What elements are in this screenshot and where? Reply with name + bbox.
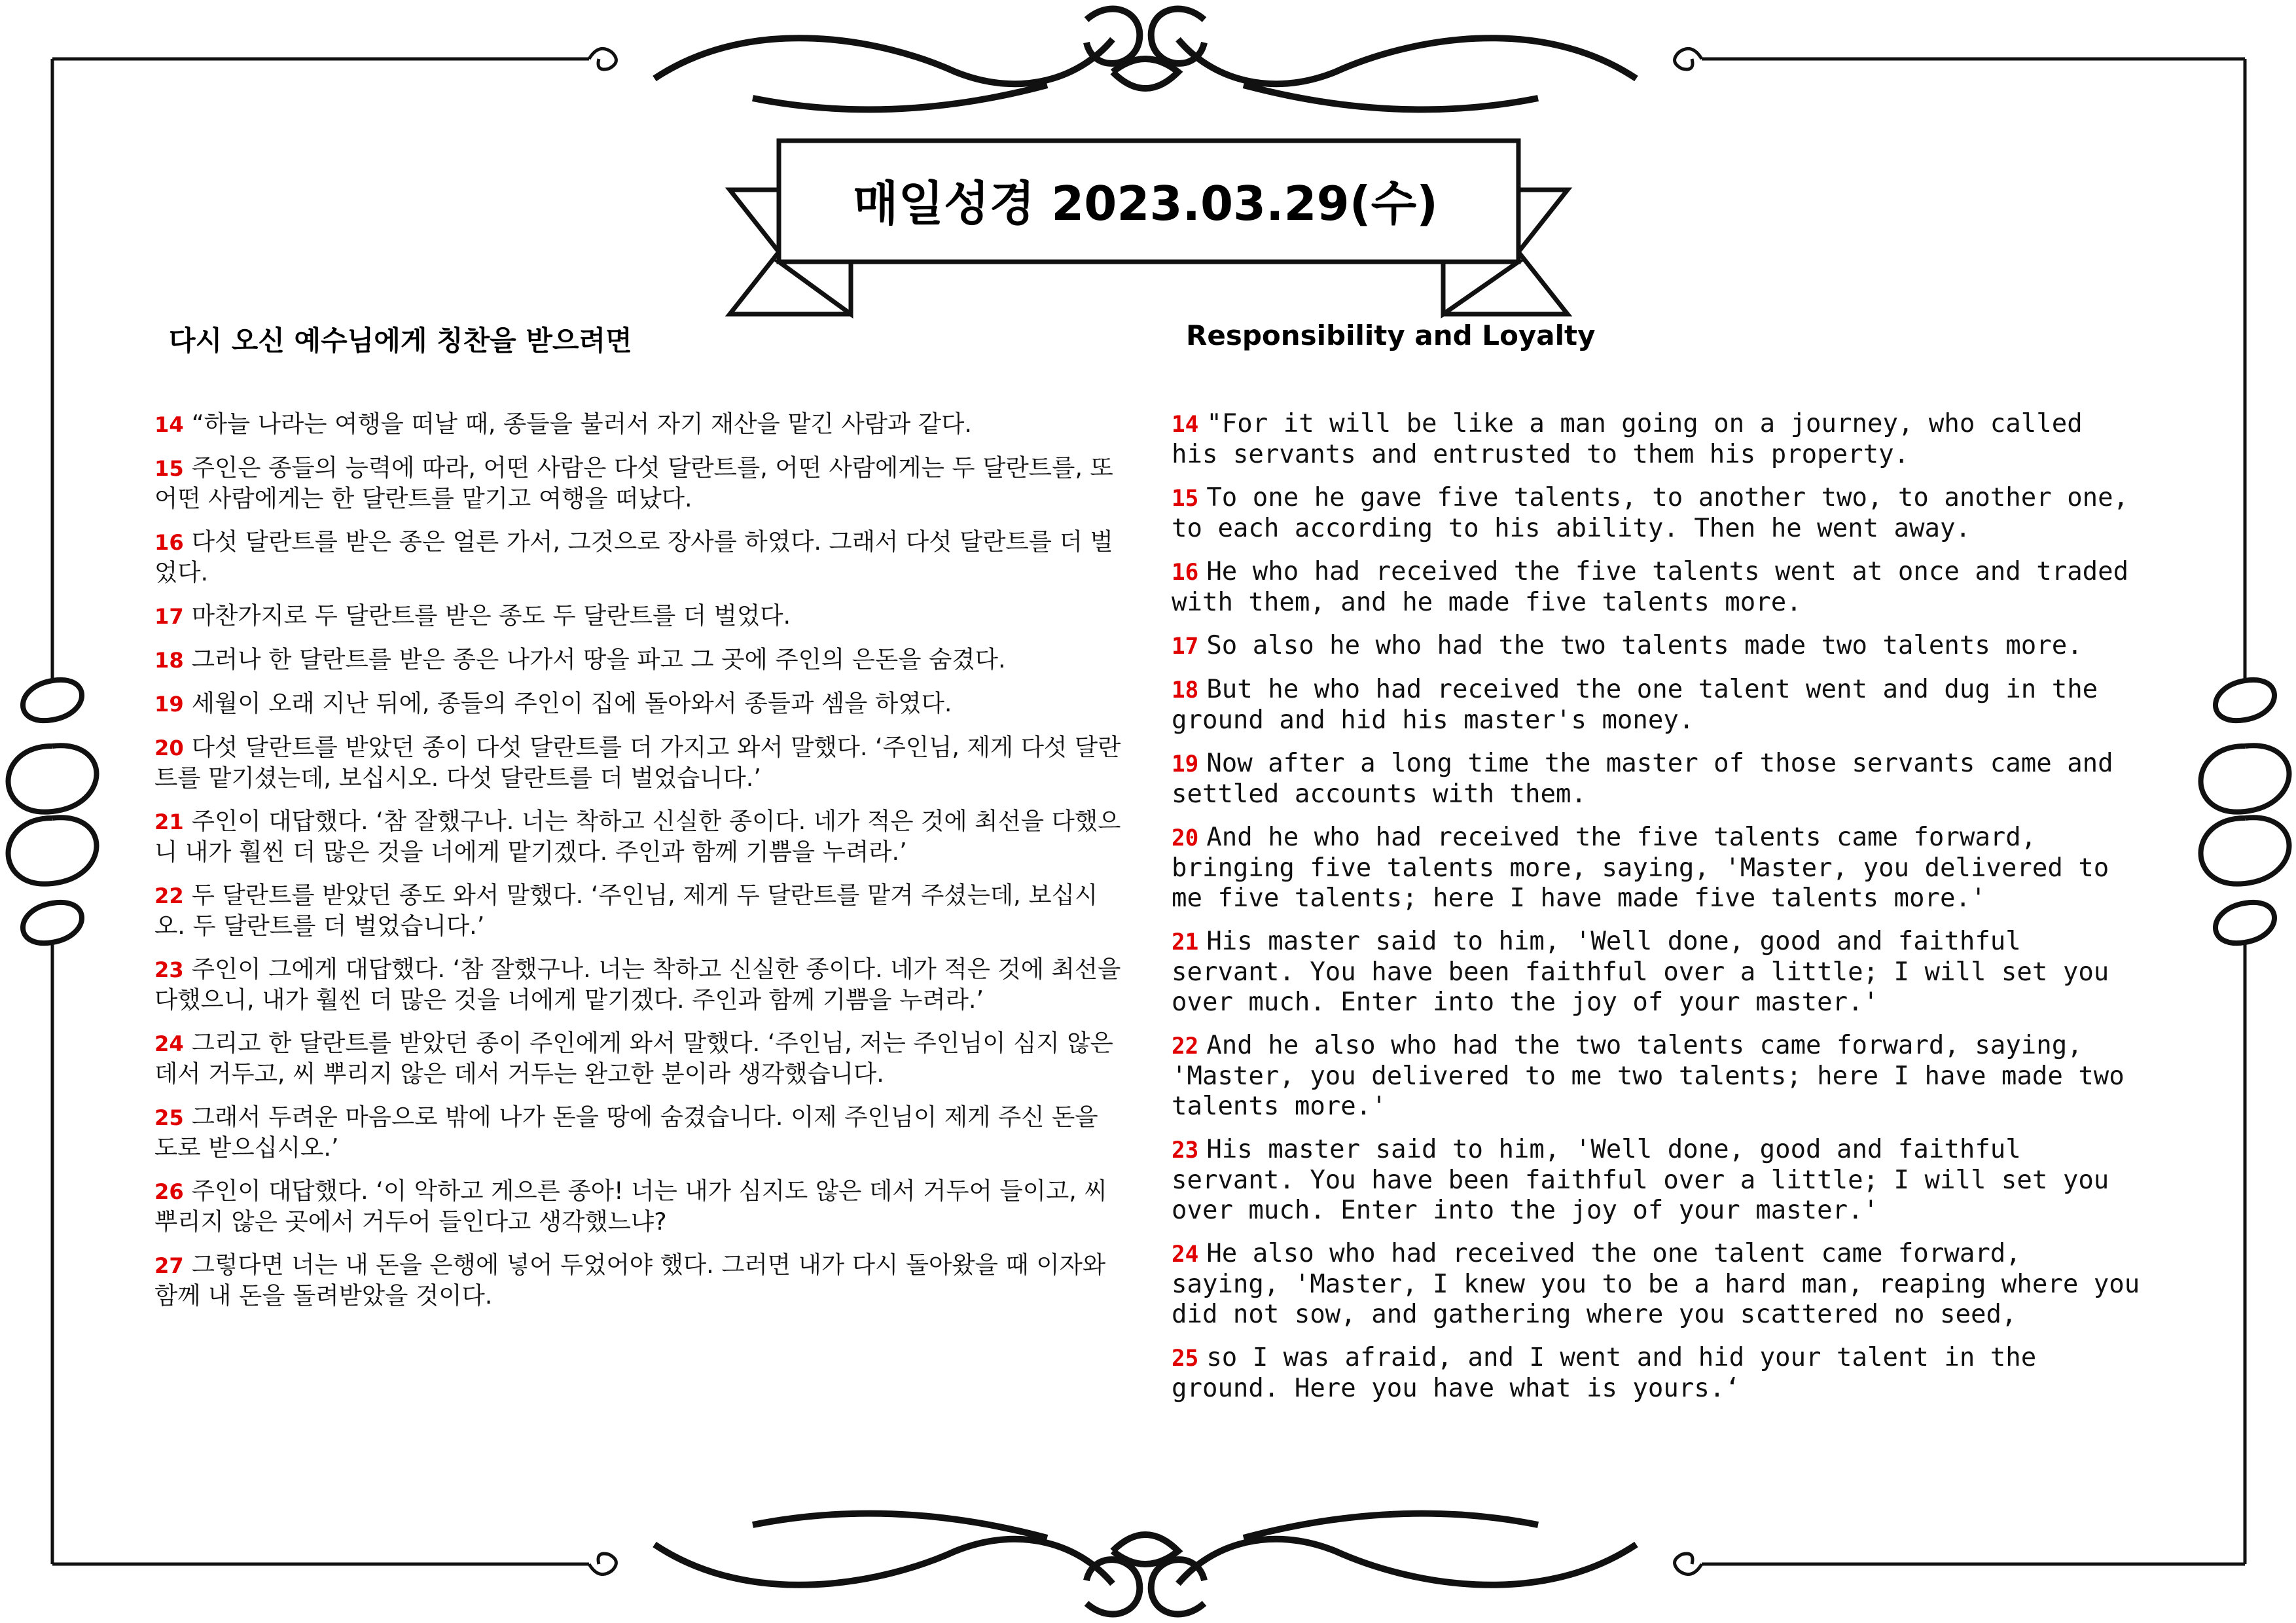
korean-verse-column bbox=[154, 409, 1123, 1324]
verse-number: 25 bbox=[154, 1105, 184, 1130]
verse-text: 주인이 대답했다. ‘이 악하고 게으른 종아! 너는 내가 심지도 않은 데서 거두어 들이고, 씨 뿌리지 않은 곳에서 거두어 들인다고 생각했느냐? bbox=[154, 1177, 1107, 1236]
banner-title: 매일성경 2023.03.29(수) bbox=[852, 176, 1439, 231]
verse-text: 마찬가지로 두 달란트를 받은 종도 두 달란트를 더 벌었다. bbox=[191, 601, 791, 630]
verse bbox=[1172, 1239, 2140, 1330]
left-side-flourish bbox=[9, 680, 97, 943]
verse-text: His master said to him, 'Well done, good and faithful servant. You have been faithful over a little; I will set you over much. Enter into the joy of your master.' bbox=[1172, 1135, 2109, 1225]
verse-text: 그래서 두려운 마음으로 밖에 나가 돈을 땅에 숨겼습니다. 이제 주인님이 제게 주신 돈을 도로 받으십시오.’ bbox=[154, 1103, 1098, 1162]
verse bbox=[154, 732, 1123, 793]
verse-text: 두 달란트를 받았던 종도 와서 말했다. ‘주인님, 제게 두 달란트를 맡겨 주셨는데, 보십시오. 두 달란트를 더 벌었습니다.’ bbox=[154, 881, 1098, 940]
verse-number: 25 bbox=[1172, 1346, 1199, 1372]
verse-number: 14 bbox=[1172, 412, 1199, 438]
verse-text: 그러나 한 달란트를 받은 종은 나가서 땅을 파고 그 곳에 주인의 은돈을 숨겼다. bbox=[191, 645, 1006, 673]
verse-number: 23 bbox=[154, 957, 184, 982]
verse-number: 19 bbox=[154, 692, 184, 717]
verse-number: 22 bbox=[1172, 1033, 1199, 1060]
verse-text: He also who had received the one talent came forward, saying, 'Master, I knew you to be a hard man, reaping where you did not sow, and gathering where you scattered no seed, bbox=[1172, 1239, 2140, 1329]
verse-text: And he also who had the two talents came forward, saying, 'Master, you delivered to me two talents; here I have made two talents more.' bbox=[1172, 1031, 2125, 1121]
verse-text: 주인이 그에게 대답했다. ‘참 잘했구나. 너는 착하고 신실한 종이다. 네가 적은 것에 최선을 다했으니, 내가 훨씬 더 많은 것을 너에게 맡기겠다. 주인과 함께 기쁨을 누려라.’ bbox=[154, 955, 1121, 1014]
verse-number: 24 bbox=[154, 1031, 184, 1056]
english-verse-column bbox=[1172, 409, 2140, 1417]
verse-text: 다섯 달란트를 받았던 종이 다섯 달란트를 더 가지고 와서 말했다. ‘주인님, 제게 다섯 달란트를 맡기셨는데, 보십시오. 다섯 달란트를 더 벌었습니다.’ bbox=[154, 733, 1121, 792]
verse bbox=[1172, 823, 2140, 914]
verse-number: 24 bbox=[1172, 1241, 1199, 1268]
verse-number: 20 bbox=[1172, 825, 1199, 851]
verse-number: 21 bbox=[1172, 929, 1199, 955]
verse-text: His master said to him, 'Well done, good and faithful servant. You have been faithful over a little; I will set you over much. Enter into the joy of your master.' bbox=[1172, 927, 2109, 1017]
top-flourish bbox=[655, 9, 1636, 110]
verse-number: 26 bbox=[154, 1179, 184, 1204]
verse bbox=[154, 1250, 1123, 1311]
verse-text: “하늘 나라는 여행을 떠날 때, 종들을 불러서 자기 재산을 맡긴 사람과 같다. bbox=[191, 410, 972, 438]
verse-number: 22 bbox=[154, 883, 184, 908]
verse-number: 16 bbox=[1172, 560, 1199, 586]
verse bbox=[154, 601, 1123, 632]
verse bbox=[1172, 675, 2140, 736]
verse-number: 19 bbox=[1172, 751, 1199, 777]
verse bbox=[154, 453, 1123, 514]
verse-text: 주인이 대답했다. ‘참 잘했구나. 너는 착하고 신실한 종이다. 네가 적은 것에 최선을 다했으니 내가 훨씬 더 많은 것을 너에게 맡기겠다. 주인과 함께 기쁨을 누려라.’ bbox=[154, 807, 1121, 866]
verse-number: 16 bbox=[154, 530, 184, 555]
verse-text: 다섯 달란트를 받은 종은 얼른 가서, 그것으로 장사를 하였다. 그래서 다섯 달란트를 더 벌었다. bbox=[154, 527, 1113, 586]
verse-number: 14 bbox=[154, 412, 184, 437]
verse-number: 15 bbox=[154, 456, 184, 481]
verse bbox=[1172, 1343, 2140, 1404]
verse bbox=[1172, 483, 2140, 544]
korean-section-heading: 다시 오신 예수님에게 칭찬을 받으려면 bbox=[169, 325, 632, 357]
verse-number: 23 bbox=[1172, 1137, 1199, 1164]
verse bbox=[154, 1102, 1123, 1163]
verse-text: 그렇다면 너는 내 돈을 은행에 넣어 두었어야 했다. 그러면 내가 다시 돌아왔을 때 이자와 함께 내 돈을 돌려받았을 것이다. bbox=[154, 1251, 1106, 1310]
verse bbox=[1172, 927, 2140, 1018]
verse bbox=[154, 645, 1123, 675]
verse bbox=[154, 954, 1123, 1015]
verse-number: 17 bbox=[1172, 633, 1199, 660]
verse-number: 18 bbox=[1172, 677, 1199, 704]
verse-number: 27 bbox=[154, 1253, 184, 1278]
verse-number: 15 bbox=[1172, 486, 1199, 512]
verse-number: 18 bbox=[154, 648, 184, 673]
verse bbox=[1172, 1031, 2140, 1122]
verse bbox=[154, 688, 1123, 719]
verse-number: 21 bbox=[154, 810, 184, 834]
verse bbox=[154, 880, 1123, 941]
verse-text: He who had received the five talents went at once and traded with them, and he made five talents more. bbox=[1172, 557, 2129, 617]
verse bbox=[1172, 631, 2140, 662]
bottom-flourish bbox=[655, 1514, 1636, 1614]
verse bbox=[154, 409, 1123, 440]
verse-number: 17 bbox=[154, 604, 184, 629]
right-side-flourish bbox=[2201, 680, 2289, 943]
english-section-heading: Responsibility and Loyalty bbox=[1186, 319, 1596, 351]
verse bbox=[1172, 409, 2140, 470]
verse bbox=[154, 1028, 1123, 1089]
verse bbox=[154, 806, 1123, 867]
verse-text: "For it will be like a man going on a journey, who called his servants and entrusted to them his property. bbox=[1172, 409, 2083, 469]
verse-text: 그리고 한 달란트를 받았던 종이 주인에게 와서 말했다. ‘주인님, 저는 주인님이 심지 않은 데서 거두고, 씨 뿌리지 않은 데서 거두는 완고한 분이라 생각했습니다. bbox=[154, 1029, 1113, 1088]
verse-text: Now after a long time the master of those servants came and settled accounts with them. bbox=[1172, 749, 2113, 809]
verse-text: 세월이 오래 지난 뒤에, 종들의 주인이 집에 돌아와서 종들과 셈을 하였다. bbox=[191, 689, 952, 717]
verse bbox=[154, 1176, 1123, 1237]
verse-text: But he who had received the one talent went and dug in the ground and hid his master's money. bbox=[1172, 675, 2098, 735]
verse-text: And he who had received the five talents came forward, bringing five talents more, saying, 'Master, you delivered to me five talents; here I have made five talents more.' bbox=[1172, 823, 2109, 913]
verse bbox=[1172, 557, 2140, 618]
verse-text: so I was afraid, and I went and hid your talent in the ground. Here you have what is yours.‘ bbox=[1172, 1343, 2037, 1403]
verse-text: So also he who had the two talents made two talents more. bbox=[1206, 631, 2083, 660]
verse-text: 주인은 종들의 능력에 따라, 어떤 사람은 다섯 달란트를, 어떤 사람에게는 두 달란트를, 또 어떤 사람에게는 한 달란트를 맡기고 여행을 떠났다. bbox=[154, 454, 1113, 512]
verse bbox=[154, 527, 1123, 588]
verse-number: 20 bbox=[154, 736, 184, 760]
verse bbox=[1172, 1135, 2140, 1226]
verse bbox=[1172, 749, 2140, 810]
verse-text: To one he gave five talents, to another two, to another one, to each according to his ability. Then he went away. bbox=[1172, 483, 2129, 543]
